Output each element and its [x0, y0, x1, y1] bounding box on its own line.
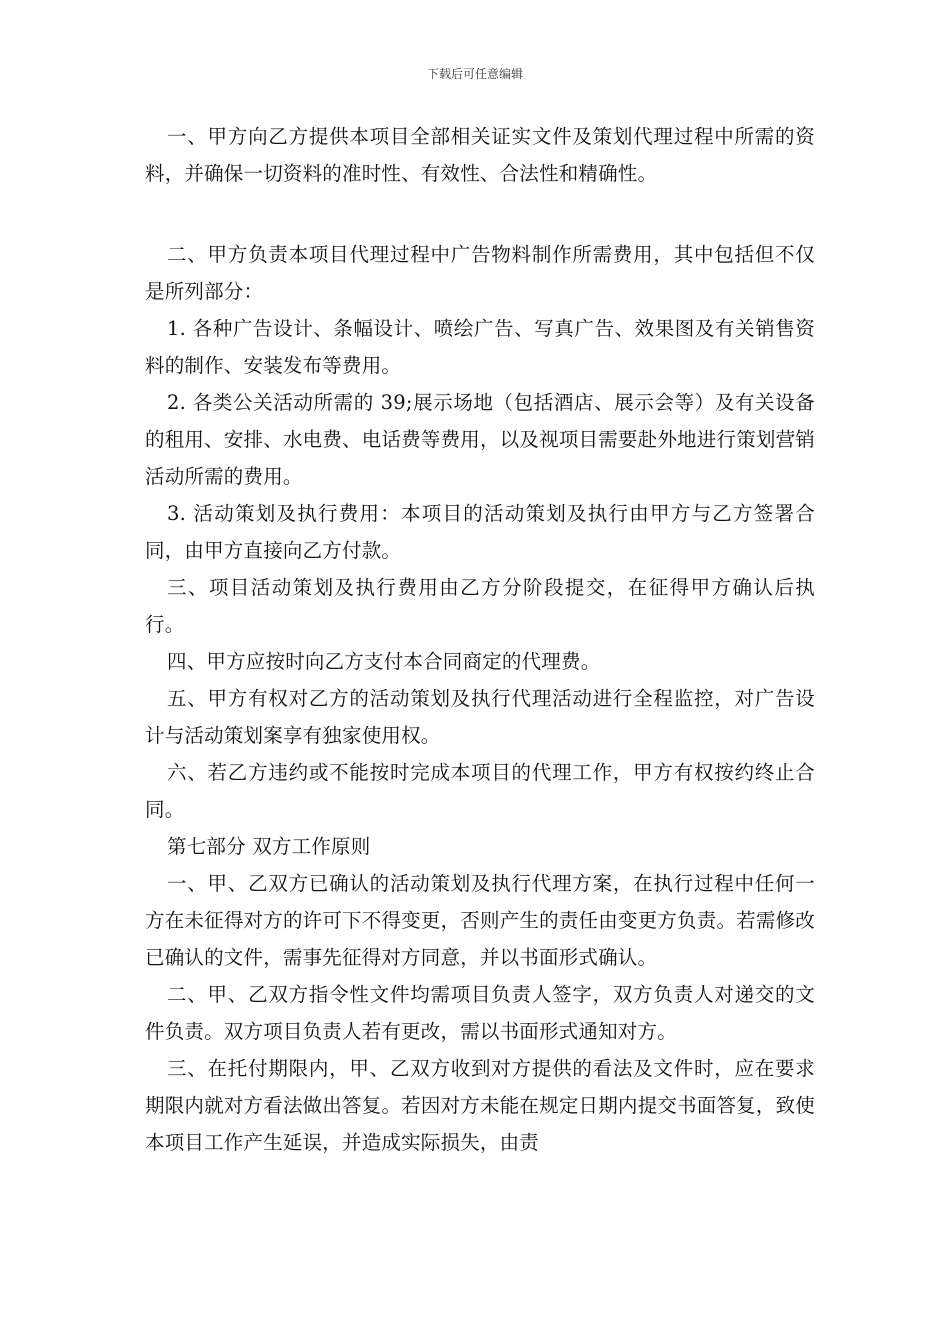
paragraph-6: 三、项目活动策划及执行费用由乙方分阶段提交，在征得甲方确认后执行。: [145, 576, 815, 636]
paragraph-11: 一、甲、乙双方已确认的活动策划及执行代理方案，在执行过程中任何一方在未征得对方的许可下不得变更，否则产生的责任由变更方负责。若需修改已确认的文件，需事先征得对方同意，并以书面形式确认。: [145, 872, 815, 969]
paragraph-1: 一、甲方向乙方提供本项目全部相关证实文件及策划代理过程中所需的资料，并确保一切资料的准时性、有效性、合法性和精确性。: [145, 125, 815, 185]
paragraph-3: 1. 各种广告设计、条幅设计、喷绘广告、写真广告、效果图及有关销售资料的制作、安装发布等费用。: [145, 317, 815, 377]
paragraph-2: 二、甲方负责本项目代理过程中广告物料制作所需费用，其中包括但不仅是所列部分：: [145, 243, 815, 303]
paragraph-9: 六、若乙方违约或不能按时完成本项目的代理工作，甲方有权按约终止合同。: [145, 761, 815, 821]
paragraph-7: 四、甲方应按时向乙方支付本合同商定的代理费。: [167, 650, 601, 673]
paragraph-8: 五、甲方有权对乙方的活动策划及执行代理活动进行全程监控，对广告设计与活动策划案享有独家使用权。: [145, 687, 815, 747]
document-body: [145, 118, 815, 1161]
paragraph-12: 二、甲、乙双方指令性文件均需项目负责人签字，双方负责人对递交的文件负责。双方项目负责人若有更改，需以书面形式通知对方。: [145, 983, 815, 1043]
section-heading: 第七部分 双方工作原则: [167, 835, 371, 858]
page-header-note: 下载后可任意编辑: [426, 67, 523, 81]
paragraph-13: 三、在托付期限内，甲、乙双方收到对方提供的看法及文件时，应在要求期限内就对方看法做出答复。若因对方未能在规定日期内提交书面答复，致使本项目工作产生延误，并造成实际损失，由责: [145, 1057, 815, 1154]
paragraph-5: 3. 活动策划及执行费用：本项目的活动策划及执行由甲方与乙方签署合同，由甲方直接向乙方付款。: [145, 502, 815, 562]
paragraph-4: 2. 各类公关活动所需的 39;展示场地（包括酒店、展示会等）及有关设备的租用、安排、水电费、电话费等费用，以及视项目需要赴外地进行策划营销活动所需的费用。: [145, 391, 815, 488]
